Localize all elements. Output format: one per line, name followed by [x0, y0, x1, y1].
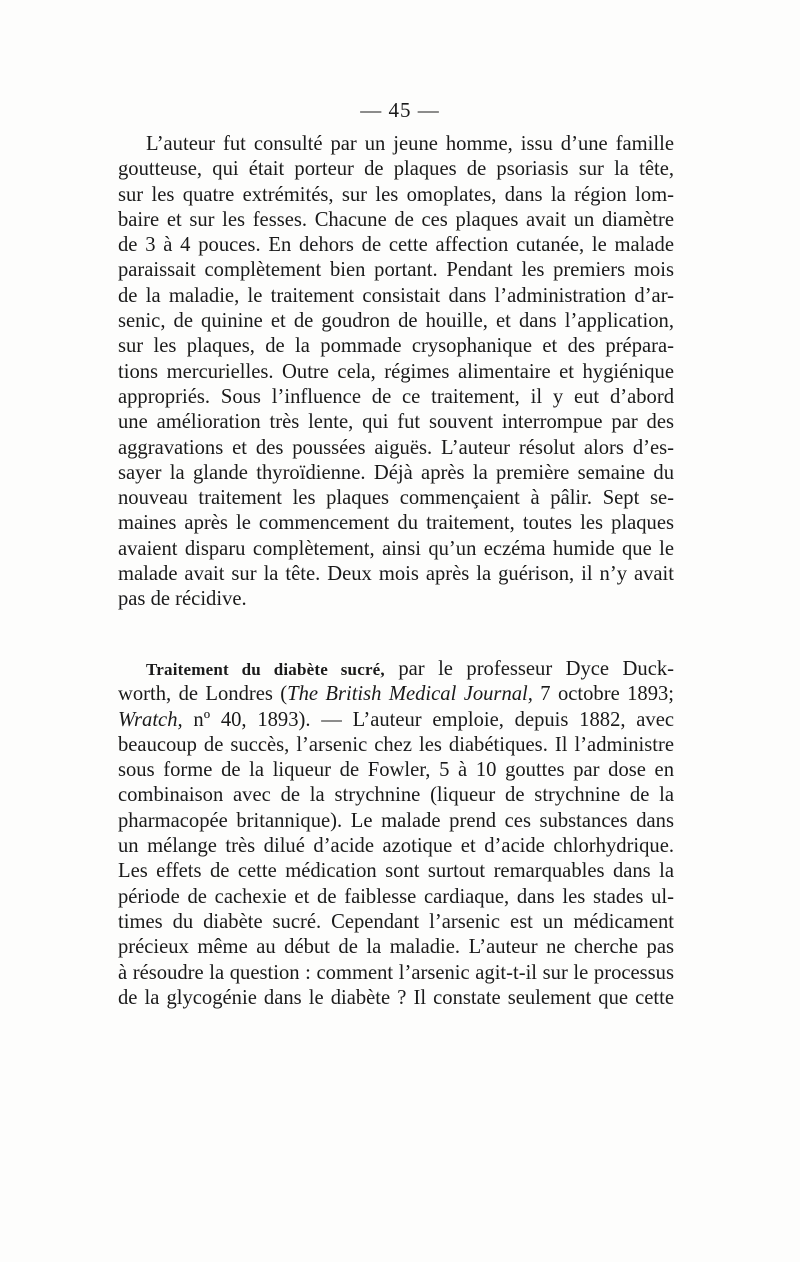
text-line: de la maladie, le traitement consistait dans l’administration d’ar- — [118, 284, 674, 307]
text-line: malade avait sur la tête. Deux mois après la guérison, il n’y avait — [118, 563, 674, 586]
text-line: pas de récidive. — [118, 588, 247, 611]
text-line: période de cachexie et de faiblesse cardiaque, dans les stades ul- — [118, 885, 674, 908]
text-line: sayer la glande thyroïdienne. Déjà après la première semaine du — [118, 461, 674, 484]
text-line: times du diabète sucré. Cependant l’arsenic est un médicament — [118, 910, 674, 933]
text-run: par le professeur Dyce Duck- — [384, 658, 674, 680]
text-run: worth, de Londres ( — [118, 683, 288, 706]
text-line: tions mercurielles. Outre cela, régimes alimentaire et hygiénique — [118, 360, 674, 383]
text-line: goutteuse, qui était porteur de plaques de psoriasis sur la tête, — [118, 158, 674, 181]
text-line: baire et sur les fesses. Chacune de ces plaques avait un diamètre — [118, 208, 674, 231]
text-line: appropriés. Sous l’influence de ce traitement, il y eut d’abord — [118, 385, 674, 408]
text-line: une amélioration très lente, qui fut souvent interrompue par des — [118, 411, 674, 434]
text-line — [118, 682, 674, 707]
text-line: à résoudre la question : comment l’arsenic agit-t-il sur le processus — [118, 961, 674, 984]
text-line: senic, de quinine et de goudron de houille, et dans l’application, — [118, 310, 674, 333]
text-line: sur les plaques, de la pommade crysophanique et des prépara- — [118, 335, 674, 358]
paragraph-psoriasis-case — [118, 132, 674, 613]
text-line: sous forme de la liqueur de Fowler, 5 à 10 gouttes par dose en — [118, 759, 674, 782]
text-line: beaucoup de succès, l’arsenic chez les diabétiques. Il l’administre — [118, 733, 674, 756]
text-line — [118, 657, 674, 682]
text-line: combinaison avec de la strychnine (liqueur de strychnine de la — [118, 784, 674, 807]
text-line: paraissait complètement bien portant. Pendant les premiers mois — [118, 259, 674, 282]
text-line: précieux même au début de la maladie. L’auteur ne cherche pas — [118, 936, 674, 959]
text-line: L’auteur fut consulté par un jeune homme, issu d’une famille — [146, 133, 674, 155]
text-line: Les effets de cette médication sont surtout remarquables dans la — [118, 860, 674, 883]
text-line: nouveau traitement les plaques commençaient à pâlir. Sept se- — [118, 487, 674, 510]
section-heading: Traitement du diabète sucré, — [146, 660, 385, 679]
text-line: avaient disparu complètement, ainsi qu’un eczéma humide que le — [118, 537, 674, 560]
text-run: nº 40, 1893). — L’auteur emploie, depuis 1882, avec — [182, 708, 674, 731]
source-title: Wratch, — [118, 708, 183, 731]
text-line: aggravations et des poussées aiguës. L’auteur résolut alors d’es- — [118, 436, 674, 459]
text-line — [118, 708, 674, 733]
text-line: sur les quatre extrémités, sur les omoplates, dans la région lom- — [118, 183, 674, 206]
text-line: de 3 à 4 pouces. En dehors de cette affection cutanée, le malade — [118, 234, 674, 257]
text-line: maines après le commencement du traitement, toutes les plaques — [118, 512, 674, 535]
paragraph-diabetes-treatment — [118, 657, 674, 1011]
text-line: un mélange très dilué d’acide azotique et d’acide chlorhydrique. — [118, 835, 674, 858]
text-run: 7 octobre 1893; — [532, 683, 675, 706]
journal-title: The British Medical Journal, — [287, 683, 533, 706]
text-line: de la glycogénie dans le diabète ? Il constate seulement que cette — [118, 986, 674, 1009]
text-line: pharmacopée britannique). Le malade prend ces substances dans — [118, 809, 674, 832]
page-number: — 45 — — [360, 98, 440, 122]
